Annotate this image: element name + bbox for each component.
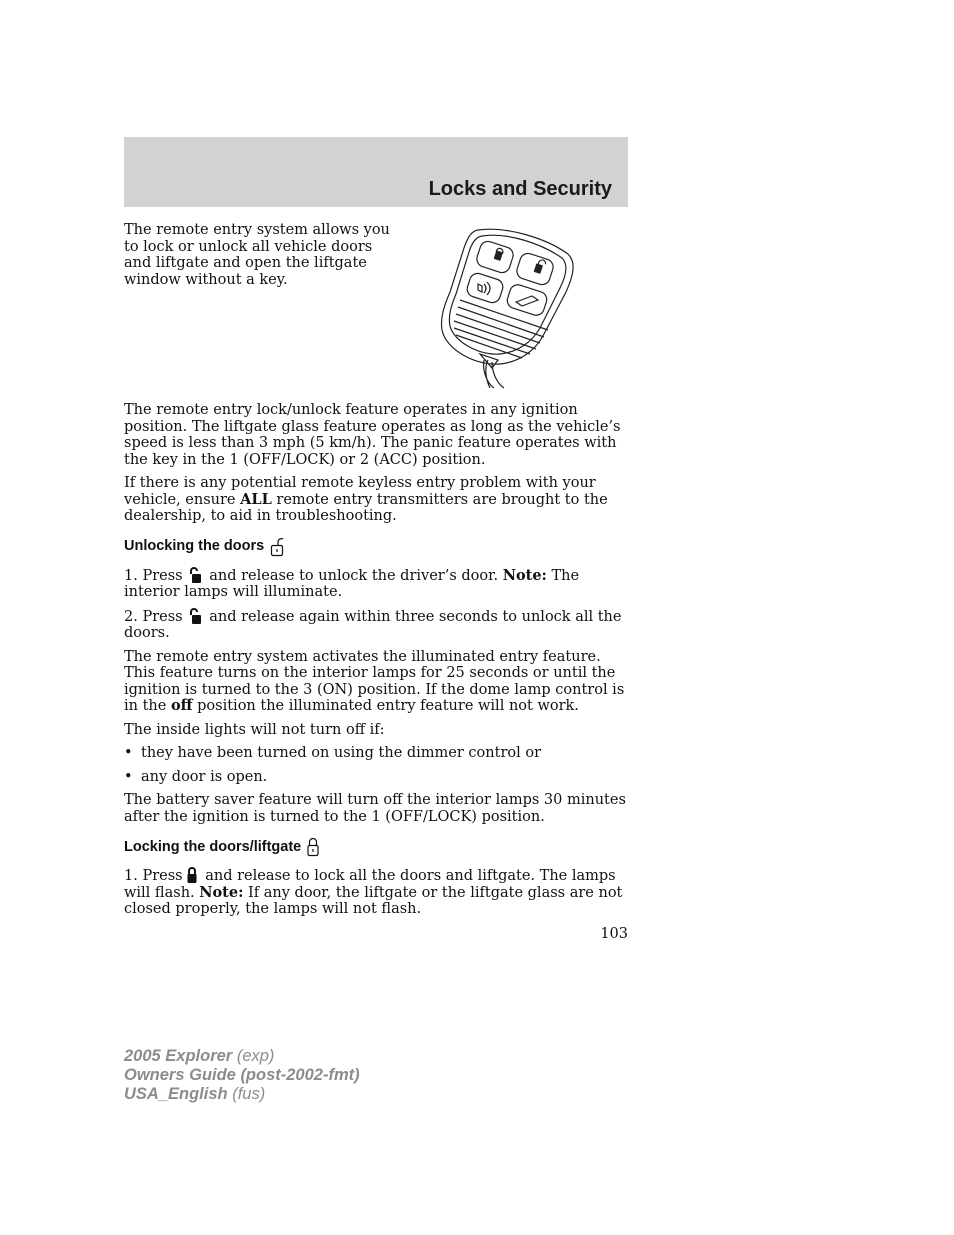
text-run: remote entry transmitters are brought to the dealership, to aid in troubleshooting. (124, 491, 608, 524)
emphasis-all: ALL (240, 490, 272, 508)
footer-model-code: (exp) (232, 1047, 275, 1065)
emphasis-off: off (170, 697, 193, 714)
intro-paragraph: The remote entry system allows you to lock or unlock all vehicle doors and liftgate and open the liftgate window without a key. (124, 222, 390, 288)
paragraph-inside-lights: The inside lights will not turn off if: (124, 721, 385, 738)
text-run: If there is any potential remote keyless entry problem with your vehicle, ensure (124, 475, 596, 508)
footer-line-2 (124, 1066, 360, 1085)
page-number: 103 (600, 926, 628, 942)
heading-text: Locking the doors/liftgate (124, 838, 302, 855)
keyless-remote-fob-icon (436, 222, 576, 390)
paragraph-battery-saver: The battery saver feature will turn off the interior lamps 30 minutes after the ignition is turned to the 1 (OFF/LOCK) position. (124, 792, 626, 825)
paragraph-troubleshooting (124, 475, 630, 525)
footer-model: 2005 Explorer (124, 1047, 233, 1065)
list-item (124, 745, 630, 762)
text-run: 1. Press (124, 567, 183, 584)
text-run: If any door, the liftgate or the liftgate glass are not closed properly, the lamps will not flash. (124, 884, 623, 917)
footer-line-1 (124, 1047, 360, 1066)
lock-outline-icon (307, 837, 319, 857)
note-label: Note: (502, 566, 547, 584)
lock-icon (187, 867, 197, 883)
bullet-mark: • (124, 768, 133, 785)
document-footer (124, 1047, 360, 1104)
heading-unlocking (124, 537, 630, 557)
footer-language: USA_English (124, 1085, 228, 1103)
footer-guide: Owners Guide (post-2002-fmt) (124, 1066, 360, 1084)
text-run: and release to unlock the driver’s door. (209, 567, 499, 584)
note-label: Note: (199, 883, 244, 901)
heading-text: Unlocking the doors (124, 538, 265, 555)
text-run: position the illuminated entry feature will not work. (192, 698, 579, 714)
main-content (124, 402, 630, 925)
footer-language-code: (fus) (227, 1085, 266, 1103)
text-run: and release to lock all the doors and liftgate. The lamps will flash. (124, 868, 616, 901)
section-header-band (124, 137, 628, 207)
text-run: and release again within three seconds to unlock all the doors. (124, 608, 622, 641)
text-run: The remote entry system activates the illuminated entry feature. This feature turns on the interior lamps for 25 seconds or until the ignition is turned to the 3 (ON) position. If the dome lamp control is in the (124, 648, 625, 714)
footer-line-3 (124, 1085, 360, 1104)
list-item-text: they have been turned on using the dimmer control or (141, 745, 542, 761)
list-item-text: any door is open. (141, 768, 268, 785)
unlock-step-1 (124, 567, 630, 601)
heading-locking (124, 837, 630, 857)
list-item (124, 769, 630, 786)
section-title: Locks and Security (428, 178, 612, 200)
unlock-outline-icon (270, 537, 284, 557)
unlock-icon (187, 608, 201, 624)
bullet-mark: • (124, 745, 133, 761)
text-run: The interior lamps will illuminate. (124, 567, 580, 600)
text-run: 1. Press (124, 868, 183, 884)
lock-step-1 (124, 867, 630, 918)
paragraph-operation: The remote entry lock/unlock feature operates in any ignition position. The liftgate glass feature operates as long as the vehicle’s speed is less than 3 mph (5 km/h). The panic feature operates with the key in the 1 (OFF/LOCK) or 2 (ACC) position. (124, 402, 621, 468)
unlock-icon (187, 567, 201, 583)
paragraph-illuminated-entry (124, 649, 630, 715)
unlock-step-2 (124, 608, 630, 642)
text-run: 2. Press (124, 608, 183, 625)
